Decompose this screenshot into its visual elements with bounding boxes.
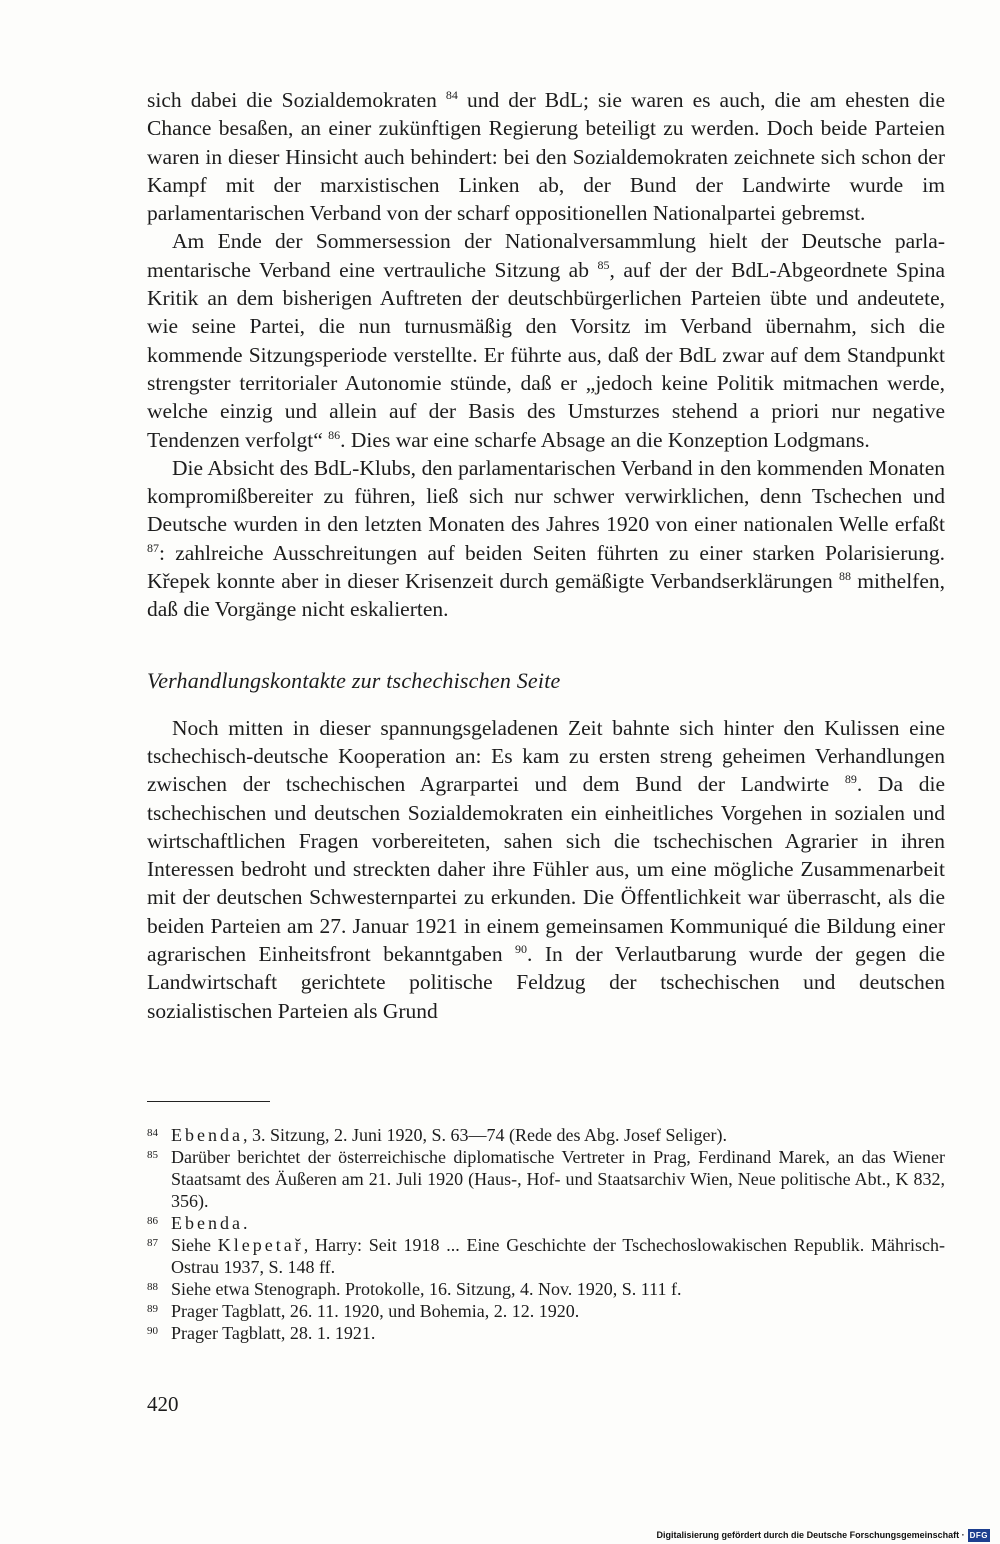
footnote-text: Ebenda. (171, 1213, 248, 1233)
footnote-number: 90 (147, 1325, 158, 1337)
footnote-number: 85 (147, 1149, 158, 1161)
footnote-entry (147, 1322, 945, 1344)
footnote-entry (147, 1124, 945, 1146)
footnote-ref: 84 (445, 88, 458, 102)
paragraph: Noch mitten in dieser spannungsgeladenen Zeit bahnte sich hinter den Kulissen eine tschechisch-deutsche Kooperation an: Es kam zu ersten streng geheimen Verhandlungen zwischen der tschechischen Agrarpartei und dem Bund der Landwirte $^{89}$. Da die tschechischen und deutschen Sozialdemokraten ein einheitliches Vorgehen in sozialen und wirtschaftlichen Fragen vorbereiteten, sahen sich die tschechischen Agrarier in ihren Interessen bedroht und streckten daher ihre Fühler aus, um eine mögliche Zusammenarbeit mit der deutschen Schwesternpartei zu erkunden. Die Öffentlichkeit war überrascht, als die beiden Parteien am 27. Januar 1921 in einem gemeinsamen Kommuniqué die Bildung einer agrarischen Einheitsfront bekanntgaben $^{90}$. In der Verlautbarung wurde der gegen die Landwirtschaft gerichtete politische Feldzug der tschechischen und deutschen sozialistischen Parteien als Grund (147, 715, 946, 1023)
spaced-name: Ebenda (171, 1125, 243, 1145)
footnote-number: 84 (147, 1127, 158, 1139)
footnote-entry (147, 1278, 945, 1300)
dfg-logo-icon: DFG (969, 1531, 988, 1540)
page-number: 420 (147, 1392, 179, 1416)
spaced-name: Klepetař (217, 1235, 304, 1255)
paragraph: Am Ende der Sommersession der Nationalversammlung hielt der Deutsche parlamentarische Verband eine vertrauliche Sitzung ab $^{85}$, auf der der BdL-Abgeordnete Spina Kritik an dem bisherigen Auftreten der deutschbürgerlichen Parteien übte und andeutete, wie seine Partei, die nun turnusmäßig den Vorsitz im Verband übernahm, sich die kommende Sitzungsperiode verstellte. Er führte aus, daß der BdL zwar auf dem Standpunkt strengster territorialer Autonomie stünde, daß er „jedoch keine Politik mitmachen werde, welche einzig und allein auf der Basis des Umsturzes stehend a priori nur negative Tendenzen verfolgt“ $^{86}$. Dies war eine scharfe Absage an die Konzeption Lodgmans. (147, 229, 945, 452)
footnote-text: Prager Tagblatt, 28. 1. 1921. (171, 1323, 376, 1343)
footnote-text: Darüber berichtet der österreichische diplomatische Vertreter in Prag, Ferdinand Marek, an das Wiener Staatsamt des Äußeren am 21. Juli 1920 (Haus-, Hof- und Staatsarchiv Wien, Neue politische Abt., K 832, 356). (171, 1147, 945, 1211)
footnote-text: Ebenda, 3. Sitzung, 2. Juni 1920, S. 63—74 (Rede des Abg. Josef Seliger). (171, 1125, 727, 1145)
footnote-number: 89 (147, 1303, 158, 1315)
footnote-text: Prager Tagblatt, 26. 11. 1920, und Bohemia, 2. 12. 1920. (171, 1301, 580, 1321)
footnote-ref: 89 (844, 772, 857, 787)
section-heading: Verhandlungskontakte zur tschechischen Seite (147, 667, 561, 693)
footnote-number: 86 (147, 1215, 158, 1227)
footnote-separator (147, 1101, 270, 1102)
paragraph: sich dabei die Sozialdemokraten $^{84}$ und der BdL; sie waren es auch, die am ehesten die Chance besaßen, an einer zukünftigen Regierung beteiligt zu werden. Doch beide Parteien waren in dieser Hinsicht auch behindert: bei den Sozialdemokraten zeichnete sich schon der Kampf mit der marxistischen Linken ab, der Bund der Landwirte wurde im parlamentarischen Verband von der scharf oppositionellen Nationalpartei gebremst. (147, 88, 945, 226)
digitization-credit (657, 1529, 990, 1542)
footnote-number: 87 (147, 1237, 158, 1249)
main-text (147, 86, 945, 1025)
credit-text: Digitalisierung gefördert durch die Deutsche Forschungsgemeinschaft · (656, 1530, 965, 1540)
footnote-ref: 86 (328, 427, 341, 442)
footnote-entry (147, 1234, 945, 1278)
footnote-ref: 90 (515, 942, 528, 957)
footnote-text: Siehe Klepetař, Harry: Seit 1918 ... Eine Geschichte der Tschechoslowakischen Republik. Mährisch-Ostrau 1937, S. 148 ff. (171, 1235, 945, 1277)
footnotes (147, 1124, 945, 1344)
spaced-name: Ebenda (171, 1213, 243, 1233)
footnote-entry (147, 1300, 945, 1322)
footnote-entry (147, 1212, 945, 1234)
footnote-text: Siehe etwa Stenograph. Protokolle, 16. Sitzung, 4. Nov. 1920, S. 111 f. (171, 1279, 682, 1299)
footnote-ref: 85 (597, 257, 610, 272)
paragraph: Die Absicht des BdL-Klubs, den parlamentarischen Verband in den kommenden Monaten kompromißbereiter zu führen, ließ sich nur schwer verwirklichen, denn Tschechen und Deutsche wurden in den letzten Monaten des Jahres 1920 von einer nationalen Welle erfaßt $^{87}$: zahlreiche Ausschreitungen auf beiden Seiten führten zu einer starken Polarisierung. Křepek konnte aber in dieser Krisenzeit durch gemäßigte Verbandserklärungen $^{88}$ mithelfen, daß die Vorgänge nicht eskalierten. (147, 455, 946, 622)
footnote-number: 88 (147, 1281, 158, 1293)
footnote-ref: 88 (839, 569, 852, 584)
footnote-entry (147, 1146, 945, 1212)
footnote-ref: 87 (147, 540, 159, 555)
